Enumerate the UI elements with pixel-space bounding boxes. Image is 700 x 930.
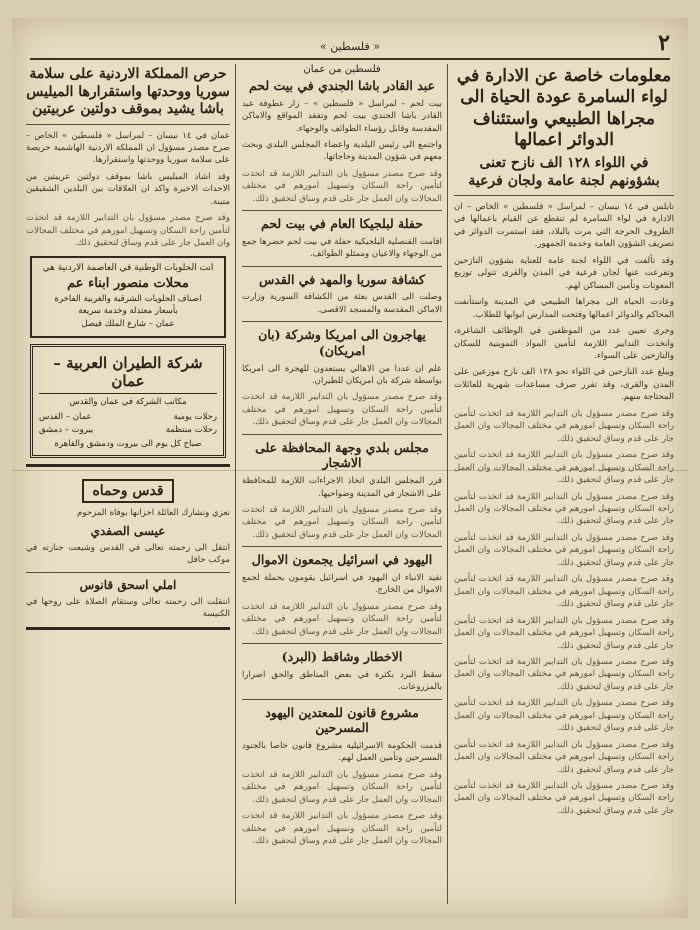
article-paragraph: وقد صرح مصدر مسؤول بان التدابير اللازمة قد اتخذت لتأمين راحة السكان وتسهيل امورهم في مختلف المجالات وان العمل جار على قدم وساق لتحقيق ذلك. [454, 450, 674, 486]
advert-airline [30, 344, 226, 459]
article-paragraph: وقد صرح مصدر مسؤول بان التدابير اللازمة قد اتخذت لتأمين راحة السكان وتسهيل امورهم في مختلف المجالات وان العمل جار على قدم وساق لتحقيق ذلك. [454, 532, 674, 568]
article-paragraph: علم ان عددا من الاهالي يستعدون للهجرة الى امريكا بواسطة شركة بان امريكان للطيران. [242, 363, 442, 387]
paper-fold-crease [12, 470, 688, 471]
divider [454, 195, 674, 196]
column-samaria [454, 64, 674, 904]
divider [242, 643, 442, 644]
article-paragraph: وقد صرح مصدر مسؤول بان التدابير اللازمة قد اتخذت لتأمين راحة السكان وتسهيل امورهم في مختلف المجالات وان العمل جار على قدم وساق لتحقيق ذلك. [454, 781, 674, 816]
article-paragraph: قرر المجلس البلدي اتخاذ الاجراءات اللازمة للمحافظة على الاشجار في المدينة وضواحيها. [242, 476, 442, 499]
divider [242, 266, 442, 267]
advert-line: عمان – شارع الملك فيصل [81, 319, 175, 330]
airline-row [39, 425, 217, 435]
article-paragraph: سقط البرد بكثرة في بعض المناطق والحق اضرارا بالمزروعات. [242, 669, 442, 693]
article-paragraph: وقد صرح مصدر مسؤول بان التدابير اللازمة قد اتخذت لتأمين راحة السكان وتسهيل امورهم في مختلف المجالات وان العمل جار على قدم وساق لتحقيق ذلك. [454, 698, 674, 734]
article-paragraph: وقد صرح مصدر مسؤول بان التدابير اللازمة قد اتخذت لتأمين راحة السكان وتسهيل امورهم في مختلف المجالات وان العمل جار على قدم وساق لتحقيق ذلك. [242, 769, 442, 805]
article-paragraph: وقد صرح مصدر مسؤول بان التدابير اللازمة قد اتخذت لتأمين راحة السكان وتسهيل امورهم في مختلف المجالات وان العمل جار على قدم وساق لتحقيق ذلك. [454, 574, 674, 610]
article-paragraph: وقد تألفت في اللواء لجنة عامة للعناية بشؤون النازحين وتفرعت عنها لجان فرعية في المدن والقرى تتولى توزيع المعونات وتأمين المساكن لهم. [454, 255, 674, 291]
airline-row-label: رحلات منتظمة [165, 424, 217, 435]
article-paragraph: وصلت الى القدس بعثة من الكشافة السورية وزارت الاماكن المقدسة والمسجد الاقصى. [242, 292, 442, 315]
article-paragraph: وقد صرح مصدر مسؤول بان التدابير اللازمة قد اتخذت لتأمين راحة السكان وتسهيل امورهم في مختلف المجالات وان العمل جار على قدم وساق لتحقيق ذلك. [26, 213, 230, 249]
advert-line: بأسعار معتدلة وخدمة سريعة [78, 306, 178, 317]
page-number: ٢ [658, 30, 670, 56]
headline-belgium: حفلة لبلجيكا العام في بيت لحم [261, 216, 423, 232]
airline-row-value: عمان – القدس [39, 411, 92, 422]
article-paragraph: قدمت الحكومة الاسرائيلية مشروع قانون خاصا بالجنود المسرحين وتأمين العمل لهم. [242, 741, 442, 764]
column-news [242, 64, 442, 904]
advert-title: محلات منصور ابناء عم [67, 275, 189, 291]
airline-title: شركة الطيران العربية – عمان [39, 354, 217, 394]
advert-mansour [30, 256, 226, 338]
divider [242, 699, 442, 700]
headline-trees: مجلس بلدي وجهة المحافظة على الاشجار [255, 439, 429, 471]
article-paragraph: وعادت الحياة الى مجراها الطبيعي في المدينة واستأنفت المحاكم والدوائر اعمالها وفتحت المدارس ابوابها للطلاب. [454, 297, 674, 320]
section-rule [26, 627, 230, 630]
airline-row [39, 412, 217, 422]
article-paragraph: ويبلغ عدد النازحين في اللواء نحو ١٢٨ الف نازح موزعين على المدن والقرى، وقد تقرر صرف مساعدات شهرية للعائلات المحتاجة منهم. [454, 367, 674, 403]
article-paragraph: وقد صرح مصدر مسؤول بان التدابير اللازمة قد اتخذت لتأمين راحة السكان وتسهيل امورهم في مختلف المجالات وان العمل جار على قدم وساق لتحقيق ذلك. [242, 504, 442, 540]
obituary-name: املي اسحق قانوس [79, 577, 177, 592]
newspaper-page [12, 18, 688, 918]
divider [26, 572, 230, 573]
obituary-text: نعزي ونشارك العائلة احزانها بوفاة المرحوم [77, 508, 230, 519]
headline-law: مشروع قانون للمعتدين اليهود المسرحين [265, 704, 419, 736]
advert-top-line: انت الحلويات الوطنية في العاصمة الاردنية هي [42, 262, 214, 273]
divider [242, 434, 442, 435]
airline-footer: صباح كل يوم الى بيروت ودمشق والقاهرة [54, 438, 202, 449]
article-paragraph: تفيد الانباء ان اليهود في اسرائيل يقومون بحملة لجمع الاموال من الخارج. [242, 572, 442, 596]
obituary-text: انتقلت الى رحمته تعالى وستقام الصلاة على روحها في الكنيسة [26, 596, 230, 620]
article-paragraph: وقد اشاد الميليس باشا بموقف دولتين عربيتين من الاحداث الاخيرة واكد ان العلاقات بين البلدين الشقيقين متينة. [26, 171, 230, 207]
headline-jordan-syria: حرص المملكة الاردنية على سلامة سوريا ووحدتها واستقرارها الميليس باشا يشيد بموقف دولتين عربيتين [26, 66, 230, 117]
advert-line: اصناف الحلويات الشرقية والغربية الفاخرة [54, 293, 202, 304]
article-paragraph: وقد صرح مصدر مسؤول بان التدابير اللازمة قد اتخذت لتأمين راحة السكان وتسهيل امورهم في مختلف المجالات وان العمل جار على قدم وساق لتحقيق ذلك. [454, 656, 674, 692]
headline-scouts: كشافة سوريا والمهد في القدس [259, 271, 425, 287]
section-rule [26, 464, 230, 467]
article-paragraph: نابلس في ١٤ نيسان – لمراسل « فلسطين » الخاص – ان الادارة في لواء السامرة لم تنقطع عن القيام باعمالها في الظروف الحرجة التي مرت بالبلاد، فقد استمرت الدوائر في تصريف الشؤون العامة وخدمة الجمهور. [454, 202, 674, 250]
article-paragraph: بيت لحم – لمراسل « فلسطين » – زار عطوفة عبد القادر باشا الجندي بيت لحم وتفقد المواقع والاماكن المقدسة وقابل رؤساء الطوائف والوجهاء. [242, 98, 442, 134]
obituary-name: عيسى الصفدي [90, 523, 166, 538]
headline-samaria: معلومات خاصة عن الادارة في لواء السامرة عودة الحياة الى مجراها الطبيعي واستئناف الدوائر اعمالها [456, 66, 672, 150]
byline: فلسطين من عمان [303, 64, 381, 75]
article-paragraph: وقد صرح مصدر مسؤول بان التدابير اللازمة قد اتخذت لتأمين راحة السكان وتسهيل امورهم في مختلف المجالات وان العمل جار على قدم وساق لتحقيق ذلك. [242, 811, 442, 847]
divider [242, 210, 442, 211]
headline-funds: اليهود في اسرائيل يجمعون الاموال [251, 552, 433, 568]
article-paragraph: واجتمع الى رئيس البلدية واعضاء المجلس البلدي وبحث معهم في شؤون المدينة وحاجاتها. [242, 139, 442, 163]
headline-emigration: يهاجرون الى امريكا وشركة (بان امريكان) [258, 327, 426, 358]
top-rule [30, 58, 670, 60]
column-jordan [26, 64, 230, 904]
obituary-text: انتقل الى رحمته تعالى في القدس وشيعت جنازته في موكب حافل [26, 542, 230, 566]
airline-row-label: رحلات يومية [173, 411, 217, 422]
article-paragraph: وقد صرح مصدر مسؤول بان التدابير اللازمة قد اتخذت لتأمين راحة السكان وتسهيل امورهم في مختلف المجالات وان العمل جار على قدم وساق لتحقيق ذلك. [454, 408, 674, 444]
column-rule [235, 64, 236, 904]
article-paragraph: اقامت القنصلية البلجيكية حفلة في بيت لحم حضرها جمع من الوجهاء والاعيان وممثلو الطوائف. [242, 236, 442, 260]
article-paragraph: وقد صرح مصدر مسؤول بان التدابير اللازمة قد اتخذت لتأمين راحة السكان وتسهيل امورهم في مختلف المجالات وان العمل جار على قدم وساق لتحقيق ذلك. [454, 615, 674, 651]
article-paragraph: وقد صرح مصدر مسؤول بان التدابير اللازمة قد اتخذت لتأمين راحة السكان وتسهيل امورهم في مختلف المجالات وان العمل جار على قدم وساق لتحقيق ذلك. [454, 739, 674, 775]
airline-subtitle: مكاتب الشركة في عمان والقدس [69, 396, 187, 407]
subhead-refugees: في اللواء ١٢٨ الف نازح تعنى بشؤونهم لجنة عامة ولجان فرعية [468, 155, 660, 189]
divider [26, 124, 230, 125]
article-paragraph: وجرى تعيين عدد من الموظفين في الوظائف الشاغرة، واتخذت التدابير اللازمة لتأمين المواد التموينية للسكان والنازحين على السواء. [454, 326, 674, 361]
running-head: « فلسطين » [320, 40, 380, 53]
article-paragraph: وقد صرح مصدر مسؤول بان التدابير اللازمة قد اتخذت لتأمين راحة السكان وتسهيل امورهم في مختلف المجالات وان العمل جار على قدم وساق لتحقيق ذلك. [454, 491, 674, 527]
article-paragraph: وقد صرح مصدر مسؤول بان التدابير اللازمة قد اتخذت لتأمين راحة السكان وتسهيل امورهم في مختلف المجالات وان العمل جار على قدم وساق لتحقيق ذلك. [242, 601, 442, 637]
article-paragraph: وقد صرح مصدر مسؤول بان التدابير اللازمة قد اتخذت لتأمين راحة السكان وتسهيل امورهم في مختلف المجالات وان العمل جار على قدم وساق لتحقيق ذلك. [242, 392, 442, 428]
airline-row-value: بيروت – دمشق [39, 424, 94, 435]
article-paragraph: عمان في ١٤ نيسان – لمراسل « فلسطين » الخاص – صرح مصدر مسؤول ان المملكة الاردنية الهاشمية حريصة على سلامة سوريا ووحدتها واستقرارها. [26, 130, 230, 166]
divider [242, 321, 442, 322]
headline-hail: الاخطار وشاقط (البرد) [281, 649, 403, 665]
obituary-label: قدس وحماه [82, 479, 173, 503]
divider [242, 546, 442, 547]
column-rule [447, 64, 448, 904]
headline-jundi: عبد القادر باشا الجندي في بيت لحم [248, 78, 436, 93]
article-paragraph: وقد صرح مصدر مسؤول بان التدابير اللازمة قد اتخذت لتأمين راحة السكان وتسهيل امورهم في مختلف المجالات وان العمل جار على قدم وساق لتحقيق ذلك. [242, 168, 442, 204]
